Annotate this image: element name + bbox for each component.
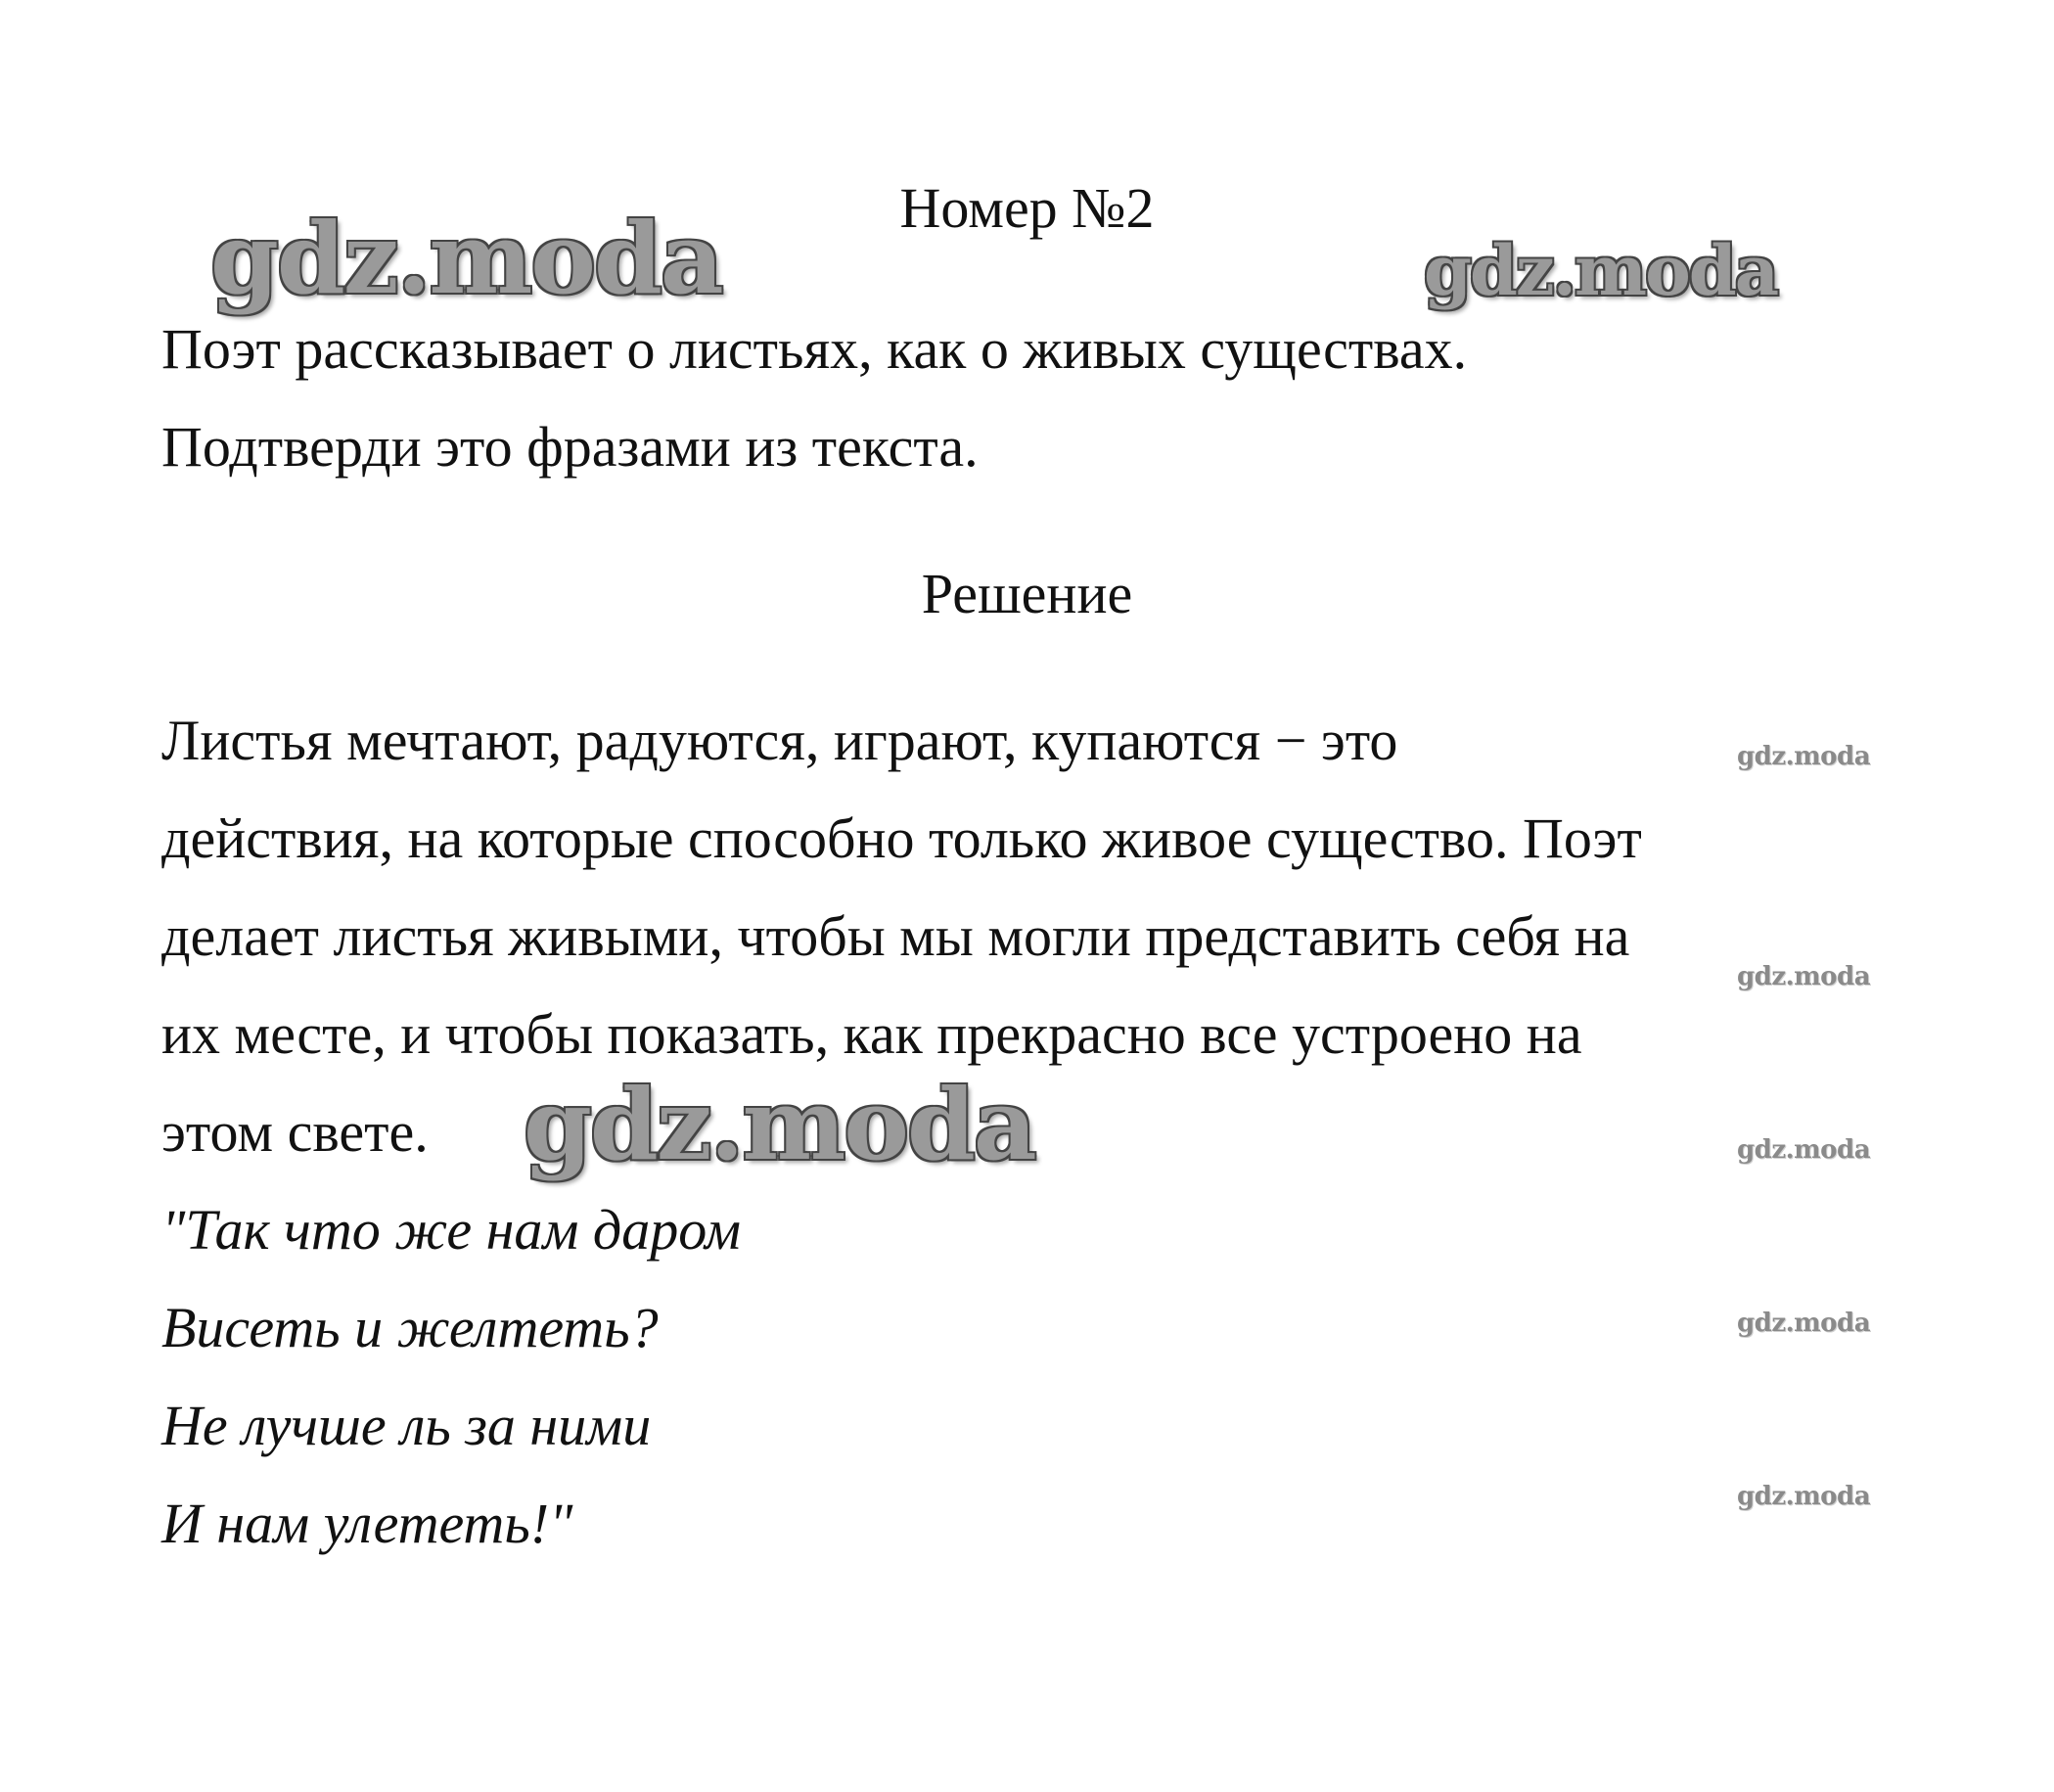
watermark-small-4: gdz.moda bbox=[1737, 1309, 1871, 1338]
quote-line-1: "Так что же нам даром bbox=[161, 1198, 742, 1262]
watermark-small-1: gdz.moda bbox=[1737, 742, 1871, 771]
watermark-small-2: gdz.moda bbox=[1737, 962, 1871, 991]
task-title: Номер №2 bbox=[899, 176, 1155, 240]
question-line-1: Поэт рассказывает о листьях, как о живых существах. bbox=[161, 317, 1468, 381]
question-line-2: Подтверди это фразами из текста. bbox=[161, 415, 979, 479]
watermark-large-top-right: gdz.moda bbox=[1424, 230, 1778, 311]
solution-heading: Решение bbox=[921, 562, 1133, 625]
quote-line-3: Не лучше ль за ними bbox=[161, 1394, 652, 1457]
answer-line-2: действия, на которые способно только живое существо. Поэт bbox=[161, 806, 1642, 870]
answer-line-5: этом свете. bbox=[161, 1100, 429, 1164]
watermark-small-5: gdz.moda bbox=[1737, 1482, 1871, 1511]
watermark-large-top-left: gdz.moda bbox=[210, 201, 722, 316]
quote-line-2: Висеть и желтеть? bbox=[161, 1296, 659, 1359]
answer-line-3: делает листья живыми, чтобы мы могли представить себя на bbox=[161, 904, 1630, 968]
quote-line-4: И нам улететь!" bbox=[161, 1492, 573, 1555]
answer-line-1: Листья мечтают, радуются, играют, купаются − это bbox=[161, 709, 1398, 772]
answer-line-4: их месте, и чтобы показать, как прекрасно все устроено на bbox=[161, 1002, 1582, 1066]
watermark-large-middle: gdz.moda bbox=[524, 1067, 1035, 1182]
watermark-small-3: gdz.moda bbox=[1737, 1135, 1871, 1165]
